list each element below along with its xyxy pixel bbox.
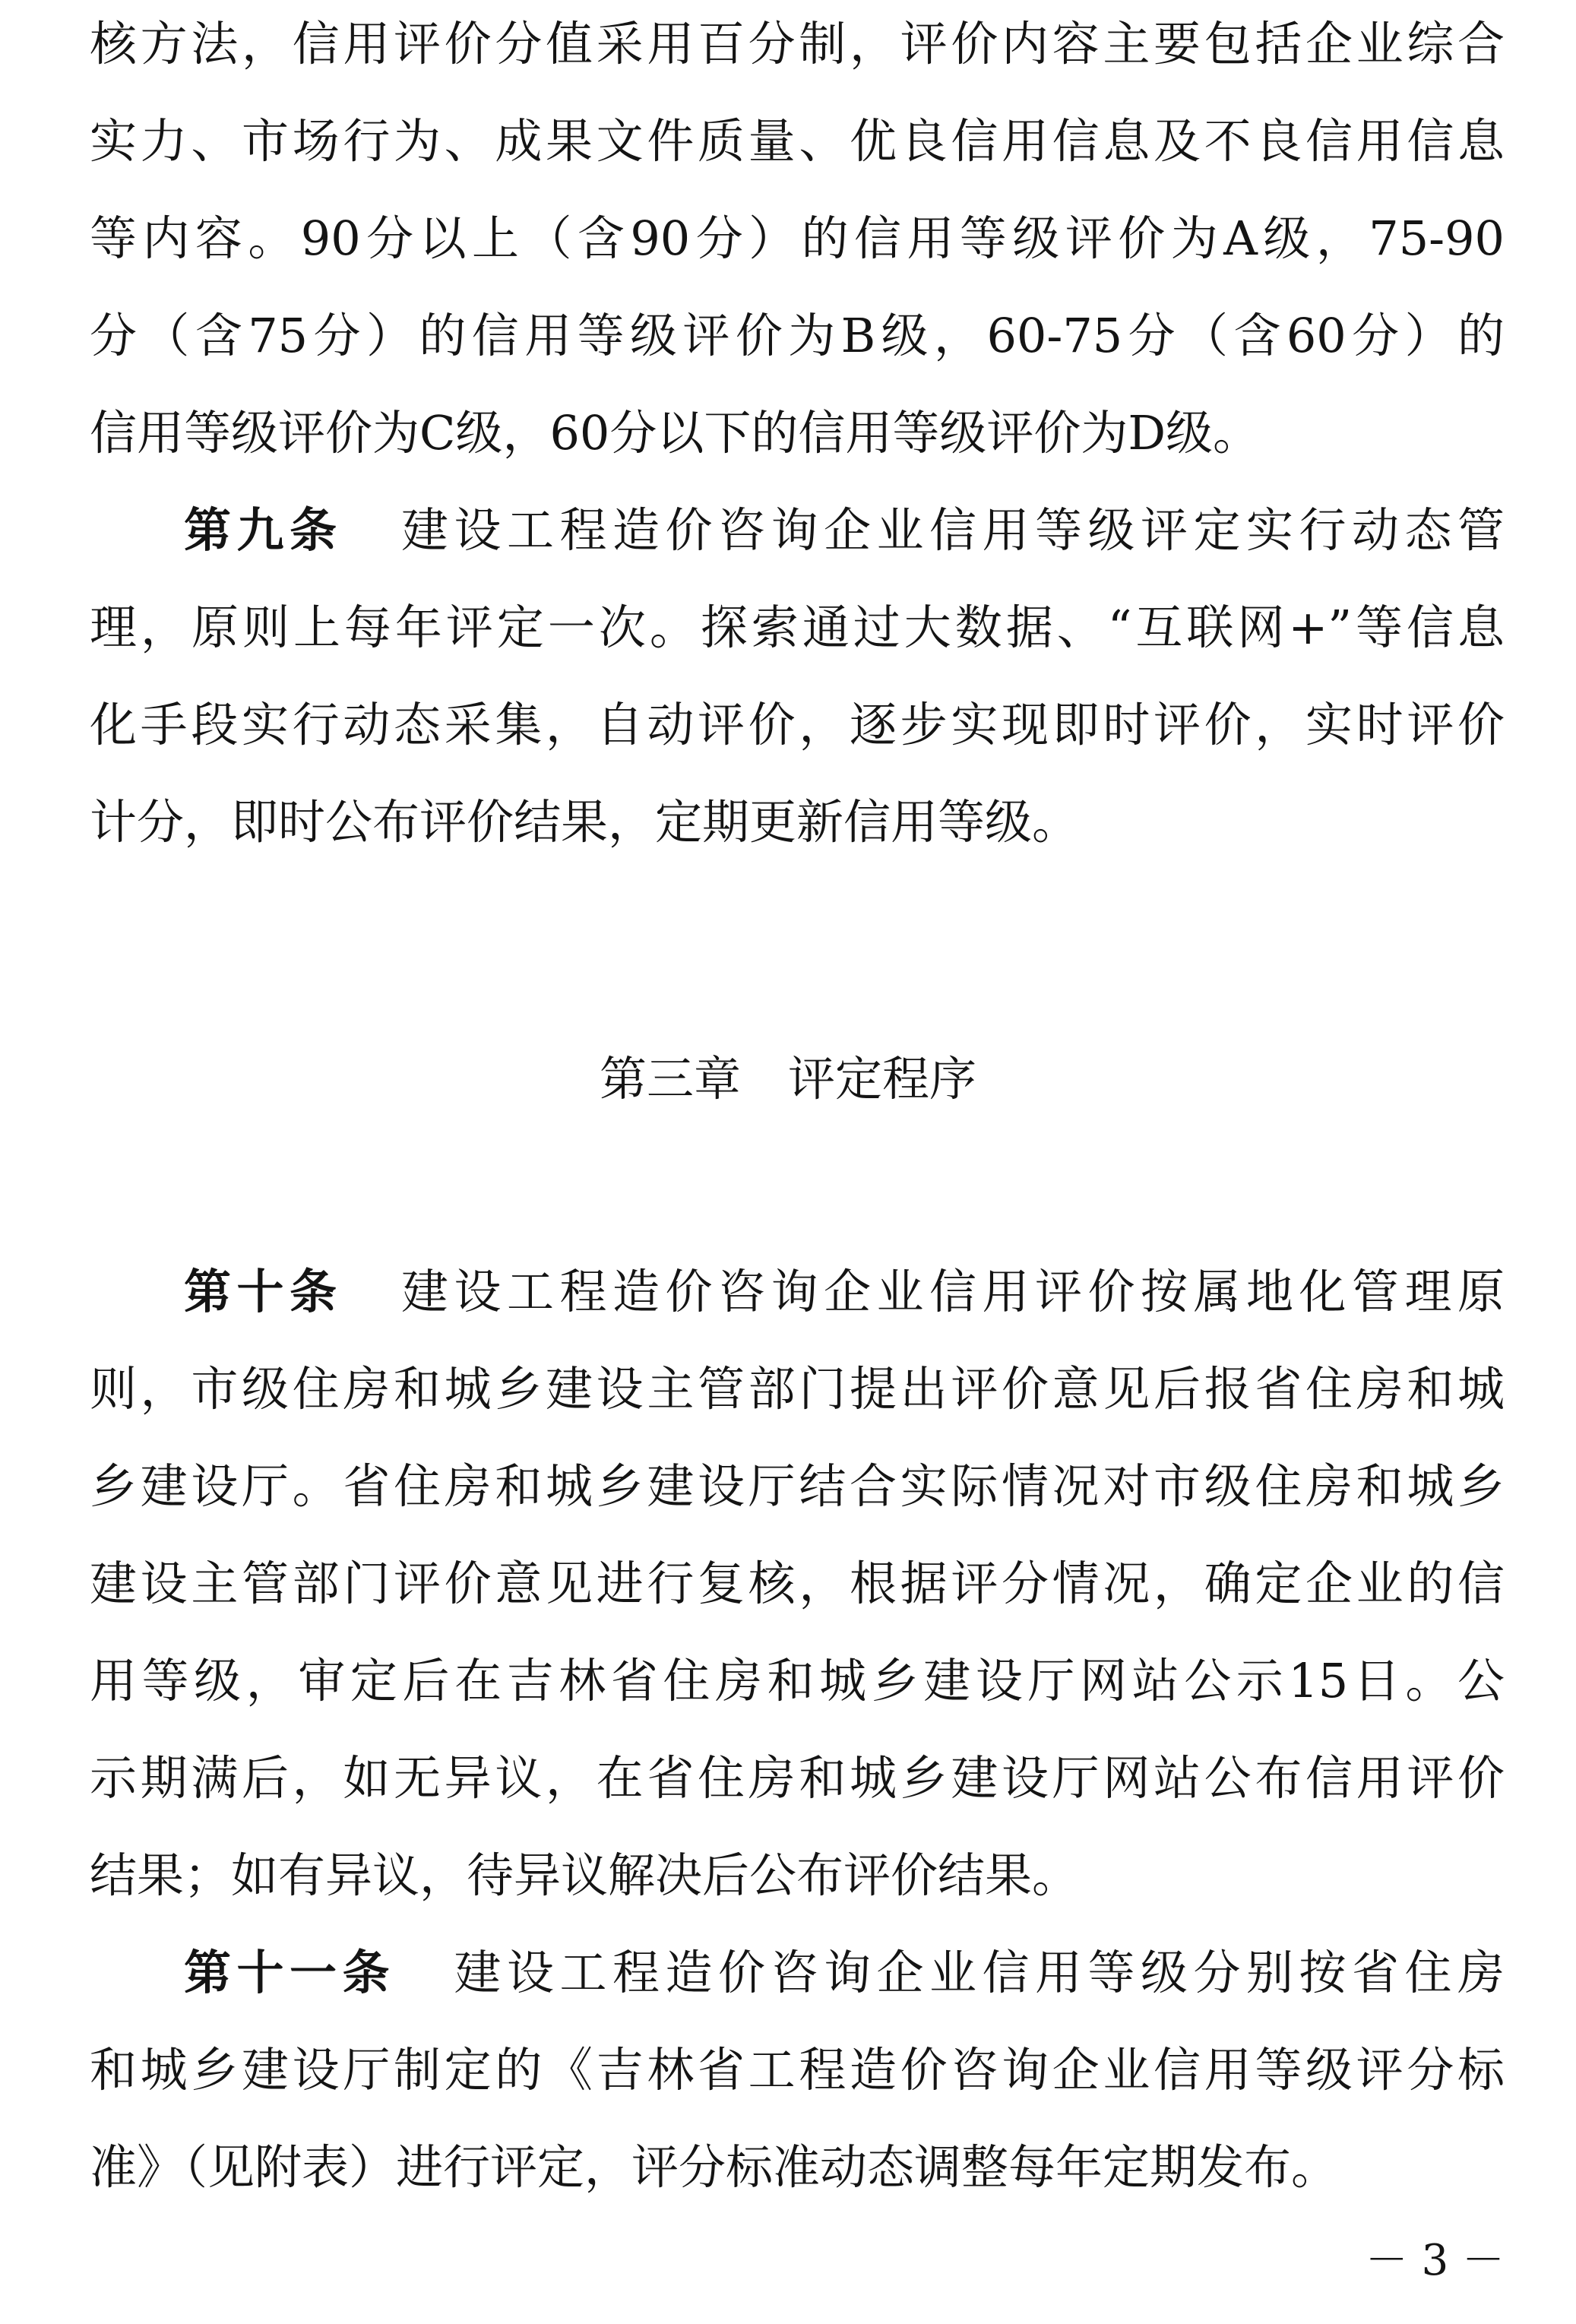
paragraph-line: 建设主管部门评价意见进行复核，根据评分情况，确定企业的信 bbox=[90, 1556, 1505, 1611]
article-10-label: 第十条 bbox=[184, 1264, 343, 1319]
paragraph-line: 结果；如有异议，待异议解决后公布评价结果。 bbox=[90, 1847, 1080, 1903]
paragraph-line: 等内容。90分以上（含90分）的信用等级评价为A级，75-90 bbox=[90, 211, 1505, 266]
paragraph-line: 准》（见附表）进行评定，评分标准动态调整每年定期发布。 bbox=[90, 2139, 1339, 2195]
article-10-text: 建设工程造价咨询企业信用评价按属地化管理原 bbox=[395, 1264, 1505, 1319]
chapter-heading bbox=[0, 1049, 1576, 1110]
article-11-label: 第十一条 bbox=[184, 1945, 395, 2000]
paragraph-line: 和城乡建设厅制定的《吉林省工程造价咨询企业信用等级评分标 bbox=[90, 2042, 1505, 2098]
page-number: － 3 － bbox=[1365, 2236, 1505, 2285]
paragraph-line: 核方法，信用评价分值采用百分制，评价内容主要包括企业综合 bbox=[90, 16, 1505, 71]
article-11-first-line bbox=[184, 1942, 1505, 2003]
paragraph-line: 化手段实行动态采集，自动评价，逐步实现即时评价，实时评价 bbox=[90, 697, 1505, 752]
article-11-text: 建设工程造价咨询企业信用等级分别按省住房 bbox=[448, 1945, 1505, 2000]
article-10-first-line bbox=[184, 1262, 1505, 1322]
paragraph-line: 示期满后，如无异议，在省住房和城乡建设厅网站公布信用评价 bbox=[90, 1750, 1505, 1806]
paragraph-line: 计分，即时公布评价结果，定期更新信用等级。 bbox=[90, 794, 1080, 850]
paragraph-line: 理，原则上每年评定一次。探索通过大数据、“互联网+”等信息 bbox=[90, 600, 1505, 655]
chapter-number: 第三章 bbox=[599, 1051, 741, 1107]
paragraph-line: 则，市级住房和城乡建设主管部门提出评价意见后报省住房和城 bbox=[90, 1361, 1505, 1417]
article-9-label: 第九条 bbox=[184, 502, 343, 558]
paragraph-line: 乡建设厅。省住房和城乡建设厅结合实际情况对市级住房和城乡 bbox=[90, 1458, 1505, 1514]
article-9-text: 建设工程造价咨询企业信用等级评定实行动态管 bbox=[395, 502, 1505, 558]
paragraph-line: 分（含75分）的信用等级评价为B级，60-75分（含60分）的 bbox=[90, 308, 1505, 363]
paragraph-line: 用等级，审定后在吉林省住房和城乡建设厅网站公示15日。公 bbox=[90, 1653, 1505, 1708]
paragraph-line: 信用等级评价为C级，60分以下的信用等级评价为D级。 bbox=[90, 405, 1261, 461]
paragraph-line: 实力、市场行为、成果文件质量、优良信用信息及不良信用信息 bbox=[90, 113, 1505, 169]
chapter-title: 评定程序 bbox=[788, 1051, 977, 1107]
article-9-first-line bbox=[184, 500, 1505, 561]
